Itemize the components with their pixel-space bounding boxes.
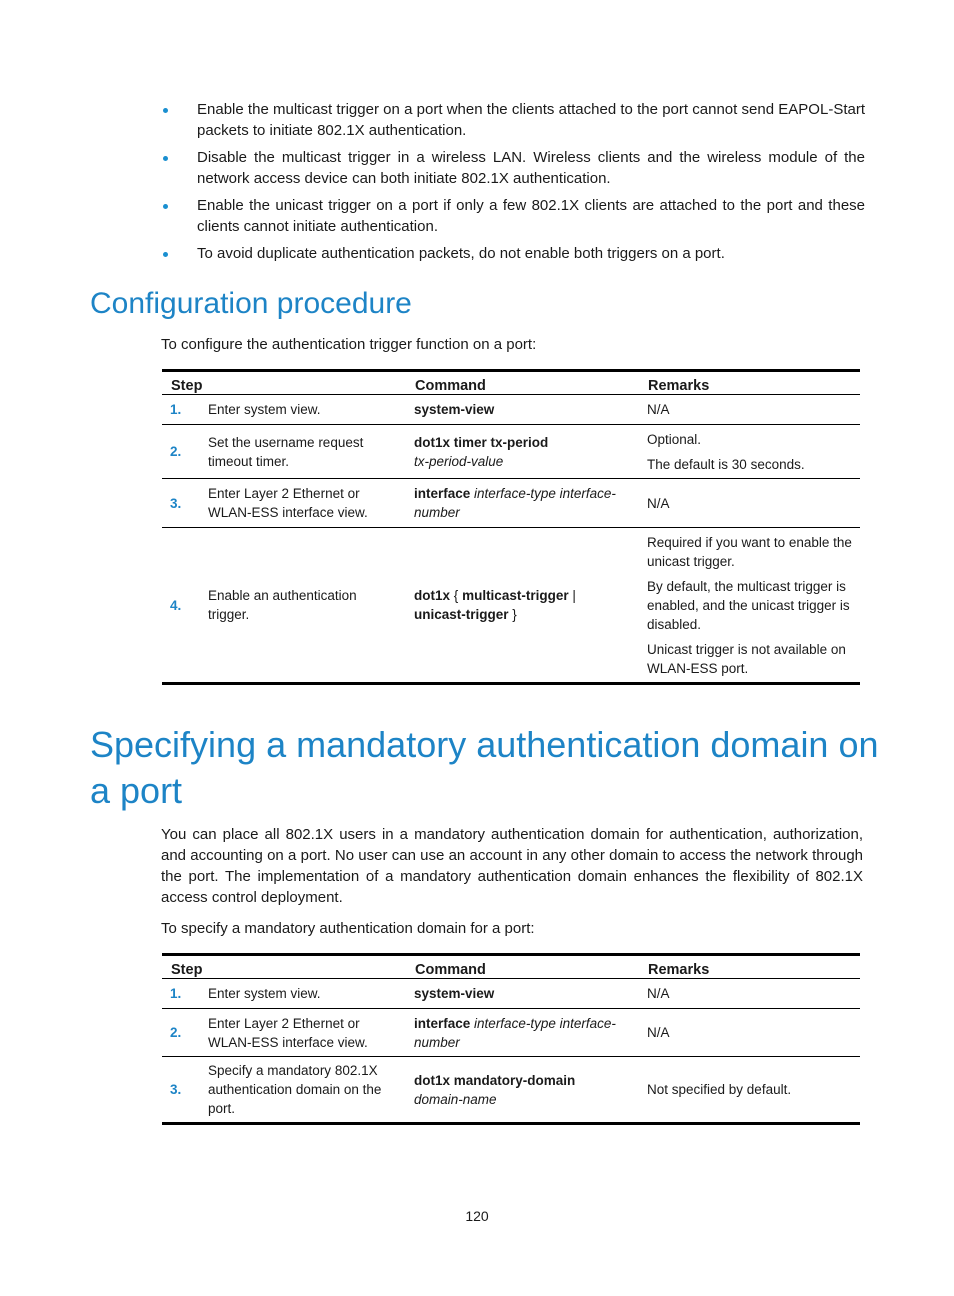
step-number: 3.: [162, 479, 200, 528]
bullet-item: Enable the unicast trigger on a port if only a few 802.1X clients are attached to the port and these clients cannot initiate authentication.: [161, 195, 865, 237]
step-remarks: [639, 1009, 860, 1057]
column-header-command: Command: [406, 371, 639, 395]
step-command: [406, 395, 639, 425]
bullet-icon: [163, 156, 168, 161]
command-brace: }: [512, 607, 517, 622]
command-keyword: system-view: [414, 402, 495, 417]
step-command: [406, 1009, 639, 1057]
step-number: 2.: [162, 1009, 200, 1057]
step-remarks: [639, 479, 860, 528]
step-description: Enter Layer 2 Ethernet or WLAN-ESS interface view.: [200, 1009, 406, 1057]
step-remarks: [639, 1057, 860, 1124]
step-remarks: [639, 395, 860, 425]
bullet-item: Enable the multicast trigger on a port when the clients attached to the port cannot send EAPOL-Start packets to initiate 802.1X authentication.: [161, 99, 865, 141]
remark-text: By default, the multicast trigger is enabled, and the unicast trigger is disabled.: [647, 578, 850, 632]
bullet-icon: [163, 108, 168, 113]
step-description: Enter system view.: [200, 395, 406, 425]
command-keyword: dot1x: [414, 588, 451, 603]
command-argument: tx-period-value: [414, 453, 504, 469]
bullet-item: Disable the multicast trigger in a wireless LAN. Wireless clients and the wireless module of the network access device can both initiate 802.1X authentication.: [161, 147, 865, 189]
step-number: 1.: [162, 395, 200, 425]
domain-table: [162, 953, 860, 1125]
remark-text: Optional.: [647, 431, 702, 447]
step-description: Enter system view.: [200, 979, 406, 1009]
remark-text: N/A: [647, 495, 670, 511]
step-remarks: [639, 979, 860, 1009]
command-keyword: system-view: [414, 986, 495, 1001]
remark-text: N/A: [647, 402, 670, 417]
step-description: Set the username request timeout timer.: [200, 425, 406, 479]
page-number: 120: [465, 1208, 489, 1224]
remark-text: N/A: [647, 1025, 670, 1040]
step-description: Specify a mandatory 802.1X authentication domain on the port.: [200, 1057, 406, 1124]
command-keyword: multicast-trigger: [462, 588, 569, 603]
remark-text: Unicast trigger is not available on WLAN-ESS port.: [647, 641, 846, 676]
step-number: 3.: [162, 1057, 200, 1124]
step-command: [406, 528, 639, 684]
step-remarks: [639, 425, 860, 479]
table-row: [162, 1009, 860, 1057]
command-argument: interface-type interface-number: [414, 1015, 616, 1050]
chapter-heading: Specifying a mandatory authentication domain on a port: [90, 724, 879, 811]
step-description: Enter Layer 2 Ethernet or WLAN-ESS interface view.: [200, 479, 406, 528]
bullet-list: [161, 99, 865, 270]
table-row: [162, 479, 860, 528]
column-header-step: Step: [162, 955, 406, 979]
remark-text: Not specified by default.: [647, 1082, 792, 1097]
config-table: [162, 369, 860, 685]
table-row: [162, 1057, 860, 1124]
command-keyword: interface: [414, 1015, 471, 1031]
column-header-step: Step: [162, 371, 406, 395]
bullet-item: To avoid duplicate authentication packets, do not enable both triggers on a port.: [161, 243, 865, 264]
step-number: 2.: [162, 425, 200, 479]
remark-text: Required if you want to enable the unicast trigger.: [647, 534, 852, 569]
step-command: [406, 1057, 639, 1124]
remark-text: N/A: [647, 986, 670, 1001]
command-separator: |: [572, 588, 576, 603]
command-keyword: dot1x mandatory-domain: [414, 1072, 576, 1088]
bullet-icon: [163, 204, 168, 209]
table-row: [162, 395, 860, 425]
column-header-remarks: Remarks: [639, 371, 860, 395]
step-number: 1.: [162, 979, 200, 1009]
bullet-icon: [163, 252, 168, 257]
column-header-command: Command: [406, 955, 639, 979]
step-command: [406, 979, 639, 1009]
command-argument: domain-name: [414, 1091, 497, 1107]
table-row: [162, 528, 860, 684]
step-command: [406, 425, 639, 479]
step-description: Enable an authentication trigger.: [200, 528, 406, 684]
command-keyword: dot1x timer tx-period: [414, 434, 549, 450]
command-brace: {: [453, 588, 459, 603]
step-remarks: [639, 528, 860, 684]
table-row: [162, 425, 860, 479]
table-row: [162, 979, 860, 1009]
command-keyword: interface: [414, 486, 471, 501]
section-intro: To specify a mandatory authentication domain for a port:: [161, 920, 535, 937]
section-heading: Configuration procedure: [90, 287, 412, 320]
remark-text: The default is 30 seconds.: [647, 456, 805, 472]
command-argument: interface-type interface-number: [414, 486, 616, 520]
step-number: 4.: [162, 528, 200, 684]
body-paragraph: You can place all 802.1X users in a mandatory authentication domain for authentication, authorization, and accounting on a port. No user can use an account in any other domain to access the network through the port. The implementation of a mandatory authentication domain enhances the flexibility of 802.1X access control deployment.: [161, 826, 863, 906]
step-command: [406, 479, 639, 528]
section-intro: To configure the authentication trigger function on a port:: [161, 336, 537, 353]
column-header-remarks: Remarks: [639, 955, 860, 979]
command-keyword: unicast-trigger: [414, 607, 509, 622]
